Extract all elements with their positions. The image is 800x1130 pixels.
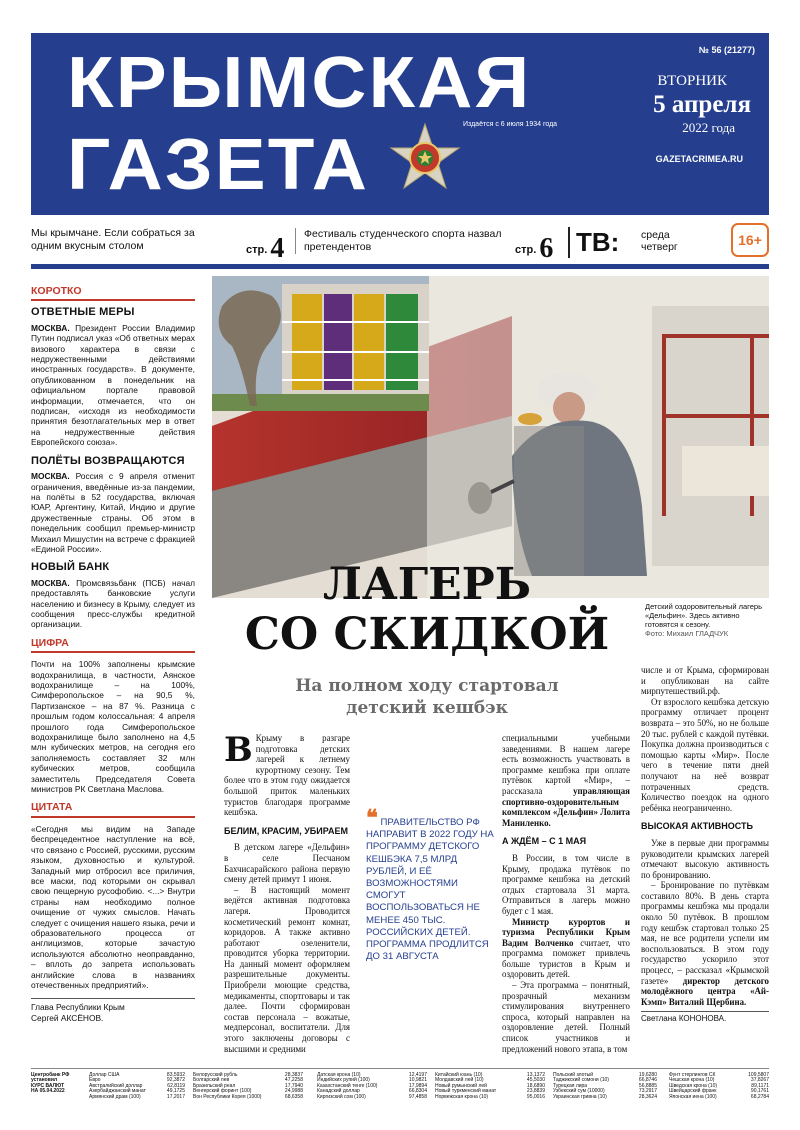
teaser-left-text: Мы крымчане. Если собраться за одним вкусным столом — [31, 227, 195, 252]
camp-painting-photo — [212, 276, 769, 598]
news-body: Промсвязьбанк (ПСБ) начал предоставлять банковские услуги населению и бизнесу в Крыму, следует из сообщения пресс-службы кредитной организации. — [31, 577, 195, 630]
paragraph-text: специальными учебными заведениями. В нашем лагере есть возможность участвовать в программе кешбэка при оплате путёвок картой «Мир», – рассказала — [502, 733, 630, 796]
currency-rate: 37,8267 — [750, 1077, 769, 1084]
currency-name: Австралийский доллар — [89, 1082, 143, 1089]
rate-row — [317, 1095, 427, 1100]
paragraph-bold: управляющая спортивно-оздоровительным комплексом «Дельфин» Лолита Маниленко. — [502, 785, 630, 828]
news-dateline: МОСКВА. — [31, 471, 70, 482]
currency-rate: 24,9988 — [284, 1088, 303, 1095]
currency-rate: 109,5807 — [748, 1072, 769, 1078]
currency-name: Шведская крона (10) — [669, 1082, 718, 1089]
currency-rates — [31, 1068, 769, 1106]
paragraph-bold: директор детского молодёжного центра «Ай-Кэмп» Виталий Щербина. — [641, 975, 769, 1007]
teaser-page-ref-1[interactable] — [246, 233, 284, 265]
currency-name: Азербайджанский манат — [89, 1088, 146, 1095]
page-number: 6 — [539, 233, 554, 264]
currency-name: Киргизский сом (100) — [317, 1093, 366, 1100]
article-paragraph: Уже в первые дни программы руководители крымских лагерей отмечают высокую активность по бронированию. — [641, 837, 769, 880]
article-paragraph: – В настоящий момент ведётся активная подготовка лагеря. Проводится косметический ремонт комнат, коридоров. А также активно работают озеленители, проводится уборка территории. На данный момент оформляем разрешительные документы. Приобрели моющие средства, медикаменты, спортговары и так далее. Почти сформирован состав персонала – вожатые, медперсонал, воспитатели. Для этого заключены договоры с высшими и средними — [224, 884, 350, 1054]
currency-col-1 — [89, 1073, 185, 1100]
currency-col-4 — [435, 1073, 545, 1100]
photo-caption — [645, 602, 769, 638]
headline-line2: СО СКИДКОЙ — [244, 609, 610, 660]
article-intro: Крыму в разгаре подготовка детских лагерей к летнему курортному сезону. Тем более что в этом году ожидается большой приток маленьких туристов благодаря программе кешбэка. — [224, 733, 350, 818]
issue-info — [605, 45, 755, 164]
currency-name: Японская иена (100) — [669, 1093, 717, 1100]
currency-name: Китайский юань (10) — [435, 1072, 483, 1078]
photo-credit: Фото: Михаил ГЛАДЧУК — [645, 629, 729, 638]
rate-row — [193, 1095, 303, 1100]
currency-name: Казахстанский тенге (100) — [317, 1082, 378, 1089]
pull-quote-text: ПРАВИТЕЛЬСТВО РФ НАПРАВИТ В 2022 ГОДУ НА ПРОГРАММУ ДЕТСКОГО КЕШБЭКА 7,5 МЛРД РУБЛЕЙ, И ЕЁ ВОЗМОЖНОСТЯМИ СМОГУТ ВОСПОЛЬЗОВАТЬСЯ НЕ МЕНЕЕ 450 ТЫС. РОССИЙСКИХ ДЕТЕЙ. ПРОГРАММА ПРОДЛИТСЯ ДО 31 АВГУСТА — [366, 817, 494, 963]
currency-rate: 23,8839 — [526, 1088, 545, 1095]
currency-name: Таджикский сомони (10) — [553, 1077, 609, 1084]
header-line: НА 05.04.2022 — [31, 1088, 65, 1095]
rate-row — [435, 1095, 545, 1100]
article-paragraph: – Эта программа – понятный, прозрачный механизм стимулирования внутреннего спроса, который направлен на оздоровление детей. Полный список участников и предложений нового этапа, в том — [502, 980, 630, 1054]
teaser-mid-text: Фестиваль студенческого спорта назвал претендентов — [295, 228, 515, 254]
tv-label: ТВ: — [568, 227, 619, 258]
news-text — [31, 471, 195, 554]
news-body: Президент России Владимир Путин подписал указ «Об ответных мерах визового характера в связи с недружественными действиями иностранных государств». В документе, опубликованном в понедельник на официальном портале правовой информации, отмечается, что он подписан, «исходя из необходимости принятия безотлагательных мер в ответ на недружественные действия Европейского союза». — [31, 322, 195, 448]
news-title: НОВЫЙ БАНК — [31, 561, 110, 574]
article-column-1 — [224, 730, 350, 1054]
article-paragraph — [641, 880, 769, 1007]
news-text — [31, 323, 195, 448]
article-paragraph — [502, 733, 630, 828]
article-subheadline — [212, 675, 642, 719]
article-column-3 — [641, 665, 769, 1025]
tv-days: среда четверг — [641, 229, 678, 253]
currency-rate: 13,1372 — [526, 1072, 545, 1078]
currency-col-2 — [193, 1073, 303, 1100]
currency-name: Болгарский лев — [193, 1077, 230, 1084]
issue-date: 5 апреля — [653, 91, 751, 118]
currency-rate: 62,8119 — [167, 1082, 185, 1089]
subheadline-line2: детский кешбэк — [346, 698, 508, 718]
currency-rate: 12,4197 — [408, 1072, 427, 1078]
quote-mark-icon: ❝ — [366, 805, 378, 830]
paragraph-bold: Министр курортов и туризма Республики Крым Вадим Волченко — [502, 916, 630, 948]
currency-rate: 83,5932 — [166, 1072, 185, 1078]
paragraph-text: считает, что программа поможет привлечь больше туристов в Крым и оздоровить детей. — [502, 937, 630, 980]
currency-rate: 28,3624 — [638, 1093, 657, 1100]
currency-rate: 66,8746 — [638, 1077, 657, 1084]
currency-rate: 45,5030 — [526, 1077, 545, 1084]
issue-year: 2022 года — [682, 120, 735, 135]
currency-col-3 — [317, 1073, 427, 1100]
currency-name: Армянский драм (100) — [89, 1093, 141, 1100]
quote-signature — [31, 998, 195, 1023]
currency-name: Датская крона (10) — [317, 1072, 361, 1078]
currency-name: Канадский доллар — [317, 1088, 360, 1095]
currency-rate: 89,1171 — [751, 1082, 769, 1089]
currency-name: Доллар США — [89, 1072, 120, 1078]
currency-name: Узбекский сум (10000) — [553, 1088, 605, 1095]
section-heading: А ЖДЁМ – С 1 МАЯ — [502, 836, 587, 847]
news-dateline: МОСКВА. — [31, 322, 70, 333]
currency-header — [31, 1073, 91, 1095]
currency-name: Швейцарский франк — [669, 1088, 717, 1095]
lead-photo — [212, 276, 769, 598]
rate-row — [553, 1095, 657, 1100]
currency-rate: 17,7940 — [284, 1082, 303, 1089]
signature-role: Глава Республики Крым — [31, 1002, 125, 1013]
currency-name: Евро — [89, 1077, 101, 1084]
left-news-column — [31, 286, 195, 1023]
currency-name: Украинская гривна (10) — [553, 1093, 607, 1100]
rubric-figure: ЦИФРА — [31, 638, 195, 653]
currency-rate: 10,9821 — [408, 1077, 427, 1084]
section-heading: БЕЛИМ, КРАСИМ, УБИРАЕМ — [224, 825, 348, 836]
news-title: ОТВЕТНЫЕ МЕРЫ — [31, 306, 135, 319]
currency-rate: 49,1725 — [166, 1088, 185, 1095]
subheadline-line1: На полном ходу стартовал — [295, 676, 559, 696]
article-column-2 — [502, 733, 630, 1054]
newspaper-title-line2: ГАЗЕТА — [67, 125, 369, 205]
currency-rate: 92,3872 — [166, 1077, 185, 1084]
currency-col-5 — [553, 1073, 657, 1100]
article-paragraph: числе и от Крыма, сформирован и опубликован на сайте мирпутешествий.рф. — [641, 665, 769, 697]
news-dateline: МОСКВА. — [31, 577, 70, 588]
pull-quote — [366, 805, 498, 963]
header-line: КУРС ВАЛЮТ — [31, 1082, 65, 1089]
article-paragraph: В России, в том числе в Крыму, продажа путёвок по программе кешбэка на детский отдых стартовала 31 марта. Отправиться в лагерь можно будет с 1 мая. — [502, 852, 630, 916]
currency-name: Фунт стерлингов СК — [669, 1072, 716, 1078]
currency-name: Турецкая лира — [553, 1082, 588, 1089]
rubric-briefly: КОРОТКО — [31, 286, 195, 301]
article-paragraph — [502, 917, 630, 981]
founded-note: Издаётся с 6 июля 1934 года — [463, 121, 558, 128]
rate-row — [89, 1095, 185, 1100]
currency-rate: 66,8304 — [408, 1088, 427, 1095]
issue-number: № 56 (21277) — [698, 45, 755, 55]
news-text — [31, 578, 195, 630]
website-link[interactable]: GAZETACRIMEA.RU — [655, 154, 743, 164]
currency-name: Чешская крона (10) — [669, 1077, 715, 1084]
currency-rate: 18,6890 — [526, 1082, 545, 1089]
currency-name: Вон Республики Корея (1000) — [193, 1093, 262, 1100]
header-line: установил — [31, 1077, 58, 1084]
news-body: Россия с 9 апреля отменит ограничения, введённые из-за пандемии, на полёты в 52 государства, включая ЮАР, Аргентину, Китай, Индию и другие дружественные страны. Об этом в понедельник сообщил премьер-министр Михаил Мишустин на встрече с фракцией «Единой России». — [31, 471, 195, 554]
currency-rate: 97,4858 — [408, 1093, 427, 1100]
page-label: стр. — [246, 244, 268, 256]
page-label: стр. — [515, 244, 537, 256]
teaser-page-ref-2[interactable] — [515, 233, 553, 265]
teaser-strip — [31, 223, 769, 269]
currency-name: Молдавский лей (10) — [435, 1077, 484, 1084]
signature-name: Сергей АКСЁНОВ. — [31, 1012, 104, 1023]
masthead — [31, 33, 769, 215]
currency-rate: 47,2258 — [284, 1077, 303, 1084]
currency-name: Белорусский рубль — [193, 1072, 238, 1078]
currency-rate: 17,2017 — [166, 1093, 185, 1100]
currency-rate: 56,8885 — [638, 1082, 657, 1089]
rubric-quote: ЦИТАТА — [31, 802, 195, 817]
currency-rate: 68,2784 — [750, 1093, 769, 1100]
newspaper-title-line1: КРЫМСКАЯ — [67, 43, 532, 123]
section-heading: ВЫСОКАЯ АКТИВНОСТЬ — [641, 821, 753, 832]
weekday: ВТОРНИК — [657, 73, 727, 89]
currency-name: Индийских рупий (100) — [317, 1077, 370, 1084]
article-paragraph: От взрослого кешбэка детскую программу отличает процент возврата – это 50%, но не больше 20 тыс. рублей с каждой путёвки. Покупка должна производиться с помощью карты «Мир». После чего в течение пяти дней получают на неё возврат потраченных средств. Количество поездок на одного ребёнка неограниченно. — [641, 696, 769, 813]
drop-cap: В — [224, 730, 253, 770]
currency-name: Бразильский реал — [193, 1082, 236, 1089]
currency-name: Венгерский форинт (100) — [193, 1088, 252, 1095]
currency-name: Новый румынский лей — [435, 1082, 487, 1089]
news-title: ПОЛЁТЫ ВОЗВРАЩАЮТСЯ — [31, 454, 185, 467]
paragraph-text: – Бронирование по путёвкам составило 80%. В день старта программы кешбэка мы продали около 50 путёвок. В прошлом году кешбэк стартовал только 25 мая, не все родители успели им воспользоваться. В этом году государство ускорило этот процесс, – рассказал «Крымской газете» — [641, 880, 769, 986]
article-paragraph: В детском лагере «Дельфин» в селе Песчаном Бахчисарайского района первую смену детей примут 1 июня. — [224, 842, 350, 885]
headline-line1: ЛАГЕРЬ — [322, 559, 532, 610]
header-line: Центробанк РФ — [31, 1072, 70, 1078]
currency-rate: 28,3837 — [284, 1072, 303, 1078]
figure-text: Почти на 100% заполнены крымские водохранилища, в частности, Аянское водохранилище – на 100%, Симферопольское – на 90,5 %, Партизанское – на 87 %. Разница с прошлым годом колоссальная: 4 апреля прошлого года Симферопольское водохранилище было заполнено на 4,5 млн кубических метров, на сегодня его заполняемость составляет 32 млн кубических метров, сообщила заместитель Председателя Совета министров РК Светлана Маслова. — [31, 659, 195, 795]
currency-rate: 19,6280 — [638, 1072, 657, 1078]
currency-col-6 — [669, 1073, 769, 1100]
currency-rate: 17,9894 — [408, 1082, 427, 1089]
currency-rate: 95,0016 — [526, 1093, 545, 1100]
currency-rate: 68,6358 — [284, 1093, 303, 1100]
order-emblem-icon — [389, 122, 461, 194]
currency-name: Норвежская крона (10) — [435, 1093, 489, 1100]
caption-text: Детский оздоровительный лагерь «Дельфин». Здесь активно готовятся к сезону. — [645, 602, 763, 629]
currency-name: Новый туркменский манат — [435, 1088, 497, 1095]
quote-text: «Сегодня мы видим на Западе беспрецедентное наступление на всё, что связано с Россией, русскими, русским языком, духовностью и культурой. Западный мир отбросил все приличия, все маски, под которыми он скрывал свою пещерную русофобию. <...> Внутри страны нам необходимо полное очищение от чужих смыслов. Начать следует с очищения нашего языка, речи и образовательного процесса от англицизмов, которые зачастую используются абсолютно неоправданно, – вплоть до запрета использовать английские слова в названиях отечественных предприятий». — [31, 823, 195, 990]
rate-row — [669, 1095, 769, 1100]
article-author: Светлана КОНОНОВА. — [641, 1011, 769, 1025]
page-number: 4 — [270, 233, 285, 264]
currency-name: Польский злотый — [553, 1072, 594, 1078]
currency-rate: 90,1761 — [750, 1088, 769, 1095]
age-rating-badge: 16+ — [731, 223, 769, 257]
article-headline — [212, 560, 642, 660]
currency-rate: 73,2917 — [638, 1088, 657, 1095]
